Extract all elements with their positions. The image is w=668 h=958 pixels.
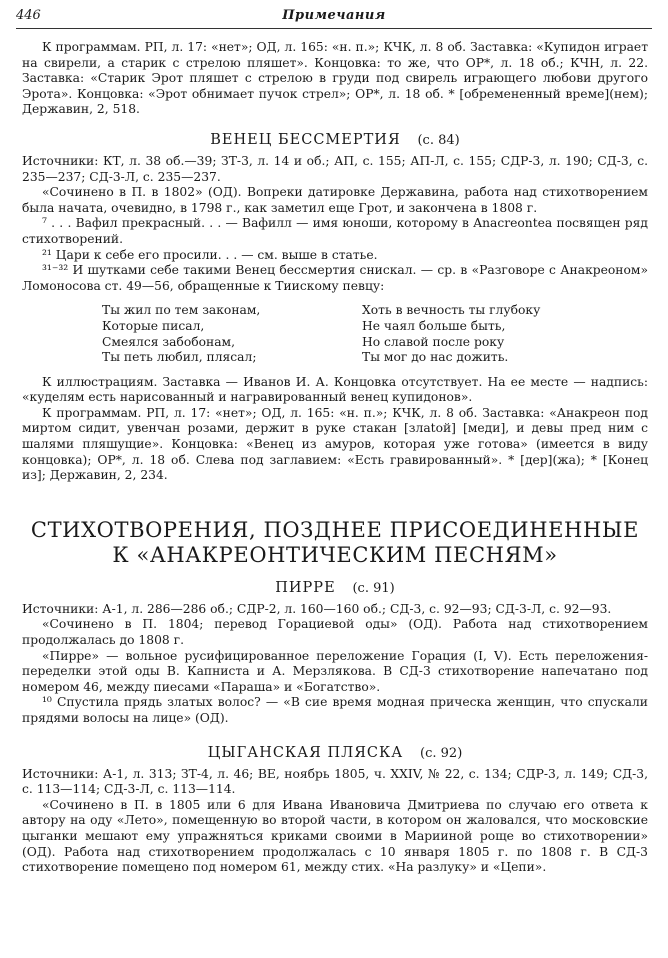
section-page-ref: (с. 91) [352,580,395,596]
verse-line: Смеялся забобонам, [102,334,236,349]
note-paragraph: ¹⁰ Спустила прядь златых волос? — «В сие время модная прическа женщин, что спускали прядями волосы на лице» (ОД). [22,695,648,725]
verse-line: Но славой после року [362,334,505,349]
section-title-text: ПИРРЕ [275,579,336,596]
note-paragraph: «Пирре» — вольное русифицированное переложение Горация (I, V). Есть переложения-переделки этой оды В. Капниста и А. Мерзлякова. В СД-3 стихотворение напечатано под номером 46, между пиесами «Параша» и «Богатство». [22,648,648,694]
running-header [16,6,652,29]
note-paragraph: «Сочинено в П. 1804; перевод Горациевой оды» (ОД). Работа над стихотворением продолжалась до 1808 г. [22,617,648,648]
section-page-ref: (с. 92) [420,745,463,761]
verse-line: Хоть в вечность ты глубоку [362,303,541,318]
note-paragraph: ³¹⁻³² И шутками себе такими Венец бессмертия снискал. — ср. в «Разговоре с Анакреоном» Ломоносова ст. 49—56, обращенные к Тиискому певцу: [22,263,648,293]
verse-quote [102,303,648,365]
sources-paragraph: Источники: КТ, л. 38 об.—39; ЗТ-3, л. 14 и об.; АП, с. 155; АП-Л, с. 155; СДР-3, л. 190; СД-3, с. 235—237; СД-3-Л, с. 235—237. [22,153,648,184]
verse-line: Не чаял больше быть, [362,318,506,333]
note-paragraph: ²¹ Цари к себе его просили. . . — см. выше в статье. [42,247,378,262]
verse-line: Ты мог до нас дожить. [362,350,509,365]
note-paragraph: К программам. РП, л. 17: «нет»; ОД, л. 165: «н. п.»; КЧК, л. 8 об. Заставка: «Анакреон под миртом сидит, увенчан розами, держит в руке стакан [злаtой] [меди], и девы пред ним с шалями пляшущие». Концовка: «Венец из амуров, которая уже готова» (имеется в виду концовка); ОР*, л. 18 об. Слева под заглавием: «Есть гравированный». * [дер](жа); * [Конец из]; Державин, 2, 234. [22,405,648,483]
chapter-title-line: К «АНАКРЕОНТИЧЕСКИМ ПЕСНЯМ» [112,542,558,567]
verse-line: Ты жил по тем законам, [102,303,261,318]
verse-line: Которые писал, [102,318,205,333]
note-paragraph: К иллюстрациям. Заставка — Иванов И. А. Концовка отсутствует. На ее месте — надпись: «куделям есть нарисованный и награвированный венец купидонов». [22,374,648,405]
section-title-text: ЦЫГАНСКАЯ ПЛЯСКА [207,744,404,761]
note-paragraph: «Сочинено в П. в 1805 или 6 для Ивана Ивановича Дмитриева по случаю его ответа к автору на оду «Лето», помещенную во второй части, в котором он жаловался, что московские цыганки мешают ему упражняться криками своими в Марииной роще во стихотворении» (ОД). Работа над стихотворением продолжалась с 10 января 1805 г. по 1808 г. В СД-3 стихотворение помещено под номером 61, между стих. «На разлуку» и «Цепи». [22,797,648,875]
chapter-title [22,518,648,568]
chapter-title-line: СТИХОТВОРЕНИЯ, ПОЗДНЕЕ ПРИСОЕДИНЕННЫЕ [30,517,640,542]
section-title-tsyganskaya [22,745,648,761]
verse-column-right [362,303,612,365]
section-title-text: ВЕНЕЦ БЕССМЕРТИЯ [210,131,401,148]
page-content [22,40,648,876]
sources-paragraph: Источники: А-1, л. 286—286 об.; СДР-2, л. 160—160 об.; СД-3, с. 92—93; СД-3-Л, с. 92—93. [22,601,612,616]
section-title-venets [22,132,648,148]
note-paragraph: ⁷ . . . Вафил прекрасный. . . — Вафилл — имя юноши, которому в Anacreontea посвящен ряд стихотворений. [22,216,648,246]
running-title: Примечания [282,8,386,23]
sources-paragraph: Источники: А-1, л. 313; ЗТ-4, л. 46; ВЕ, ноябрь 1805, ч. XXIV, № 22, с. 134; СДР-3, л. 149; СД-3, с. 113—114; СД-3-Л, с. 113—114. [22,766,648,797]
section-title-pirre [22,580,648,596]
section-page-ref: (с. 84) [417,132,460,148]
page-number: 446 [16,8,41,23]
note-paragraph: «Сочинено в П. в 1802» (ОД). Вопреки датировке Державина, работа над стихотворением была начата, очевидно, в 1798 г., как заметил еще Грот, и закончена в 1808 г. [22,185,648,215]
verse-line: Ты петь любил, плясал; [102,350,257,365]
note-paragraph: К программам. РП, л. 17: «нет»; ОД, л. 165: «н. п.»; КЧК, л. 8 об. Заставка: «Купидон играет на свирели, а старик с стрелою пляшет». Концовка: то же, что ОР*, л. 18 об.; КЧН, л. 22. Заставка: «Старик Эрот пляшет с стрелою в груди под свирель играющего любови другого Эрота». Концовка: «Эрот обнимает пучок стрел»; ОР*, л. 18 об. * [обремененный време](нем); Державин, 2, 518. [22,40,648,117]
verse-column-left [102,303,352,365]
